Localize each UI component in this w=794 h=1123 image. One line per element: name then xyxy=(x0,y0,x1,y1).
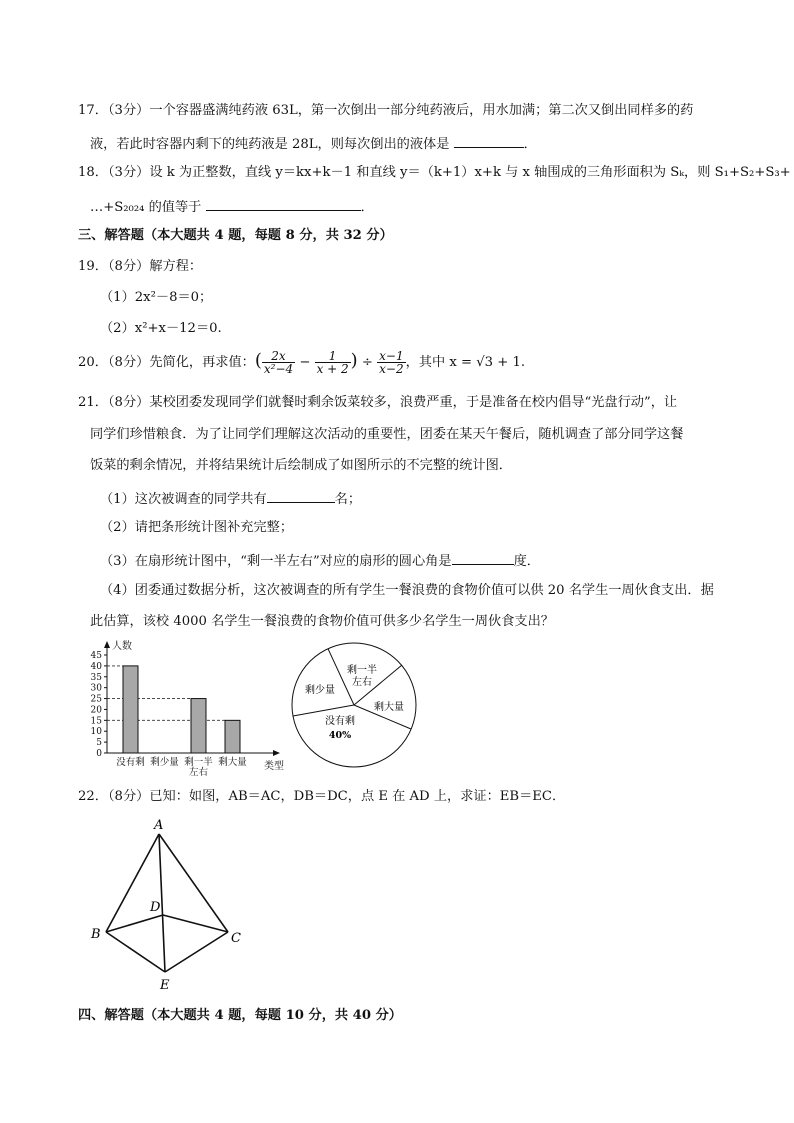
q17-points: （3分） xyxy=(107,103,150,118)
bar-y-tick-label: 0 xyxy=(96,749,102,759)
pie-chart xyxy=(284,640,424,770)
section4-heading: 四、解答题（本大题共 4 题，每题 10 分，共 40 分） xyxy=(78,1008,402,1023)
q18-line2 xyxy=(90,196,374,217)
bar-没有剩 xyxy=(123,666,138,753)
bar-x-axis-arrow xyxy=(273,750,280,756)
q19-heading: 19．（8分）解方程： xyxy=(78,259,203,274)
point-label-D: D xyxy=(150,900,161,915)
q17-answer-blank[interactable] xyxy=(454,133,524,148)
segment-AB xyxy=(106,834,159,932)
q18-end: ． xyxy=(360,200,374,215)
q21-sub3-text: （3）在扇形统计图中，“剩一半左右”对应的扇形的圆心角是 xyxy=(100,554,452,569)
q21-sub3 xyxy=(100,550,540,571)
q21-sub1-text: （1）这次被调查的同学共有 xyxy=(100,492,267,507)
q18-number: 18． xyxy=(78,165,108,180)
bar-chart-ylabel: 人数 xyxy=(112,641,132,652)
q17-number: 17． xyxy=(78,103,108,118)
q20-fraction3: $\frac{x-1}{x-2}$ xyxy=(379,349,404,376)
q18-text2: …+S₂₀₂₄ 的值等于 xyxy=(90,200,202,215)
q20-line: 20．（8分）先简化，再求值：( $\frac{2x}{\text{x²−4}}$ − $\frac{1}{x + 2}$ ) ÷ $\frac{x-1}{x-2}$ ，其中 x = √3 + 1. xyxy=(78,349,526,376)
pie-label-none-percent: 40% xyxy=(328,730,352,741)
bar-y-tick-label: 30 xyxy=(90,683,102,694)
pie-label-half-line1: 剩一半 xyxy=(347,665,377,676)
bar-chart-xlabel: 类型 xyxy=(264,761,284,772)
segment-EB xyxy=(106,932,165,972)
bar-category-label: 剩少量 xyxy=(150,757,179,768)
bar-chart xyxy=(80,637,290,777)
q21-line2: 同学们珍惜粮食．为了让同学们理解这次活动的重要性，团委在某天午餐后，随机调查了部分同学这餐 xyxy=(90,427,684,442)
q17-line1 xyxy=(78,102,693,120)
q18-answer-blank[interactable] xyxy=(206,196,361,211)
point-label-C: C xyxy=(231,931,241,946)
q21-line1: 21．（8分）某校团委发现同学们就餐时剩余饭菜较多，浪费严重，于是准备在校内倡导“光盘行动”，让 xyxy=(78,395,678,410)
q21-sub1-end: 名； xyxy=(334,492,362,507)
pie-label-little: 剩少量 xyxy=(305,685,335,696)
q21-sub1-blank[interactable] xyxy=(267,488,335,503)
q20-fraction1: $\frac{2x}{\text{x²−4}}$ xyxy=(263,349,294,376)
pie-label-none: 没有剩 xyxy=(325,716,355,727)
bar-category-label: 剩大量 xyxy=(218,757,247,768)
segment-EC xyxy=(165,932,228,972)
bar-y-tick-label: 15 xyxy=(90,716,102,727)
q20-heading: 20．（8分）先简化，再求值： xyxy=(78,355,255,370)
bar-chart-bars xyxy=(123,666,240,753)
bar-category-label: 剩一半 xyxy=(184,757,213,768)
bar-y-tick-label: 20 xyxy=(90,705,102,716)
q17-line2 xyxy=(90,133,537,154)
bar-y-tick-label: 40 xyxy=(90,661,102,672)
bar-y-tick-label: 25 xyxy=(90,694,102,705)
pie-label-much: 剩大量 xyxy=(374,702,404,713)
q21-sub4-line1: （4）团委通过数据分析，这次被调查的所有学生一餐浪费的食物价值可以供 20 名学生一周伙食支出．据 xyxy=(100,583,714,598)
bar-category-label: 没有剩 xyxy=(116,757,145,768)
point-label-B: B xyxy=(91,927,101,942)
bar-y-axis-arrow xyxy=(104,641,110,648)
bar-y-tick-label: 10 xyxy=(90,727,102,738)
pie-label-half-line2: 左右 xyxy=(352,677,372,688)
bar-剩大量 xyxy=(225,720,240,753)
q20-fraction2: $\frac{1}{x + 2}$ xyxy=(316,349,349,376)
q22-text: 22．（8分）已知：如图，AB＝AC，DB＝DC，点 E 在 AD 上，求证：EB＝EC． xyxy=(78,789,566,804)
q19-part2: （2）x²+x－12＝0. xyxy=(100,321,222,336)
bar-chart-ticks xyxy=(91,651,107,759)
q21-sub1 xyxy=(100,488,361,509)
bar-category-sublabel: 左右 xyxy=(188,767,209,777)
bar-y-tick-label: 35 xyxy=(90,672,102,683)
q21-sub3-blank[interactable] xyxy=(452,550,514,565)
section3-heading: 三、解答题（本大题共 4 题，每题 8 分，共 32 分） xyxy=(78,228,393,243)
q18-line1 xyxy=(78,164,791,182)
triangle-figure xyxy=(88,814,258,1004)
q21-sub2: （2）请把条形统计图补充完整； xyxy=(100,520,294,535)
bar-剩一半左右 xyxy=(191,699,206,753)
bar-y-tick-label: 45 xyxy=(90,651,102,661)
q21-sub4-line2: 此估算，该校 4000 名学生一餐浪费的食物价值可供多少名学生一周伙食支出？ xyxy=(90,614,554,629)
q20-condition: ，其中 x = √3 + 1. xyxy=(405,355,526,370)
bar-chart-category-labels xyxy=(116,756,247,777)
q21-line3: 饭菜的剩余情况，并将结果统计后绘制成了如图所示的不完整的统计图． xyxy=(90,458,512,473)
point-label-A: A xyxy=(154,818,164,833)
q18-text1: 设 k 为正整数，直线 y＝kx+k－1 和直线 y＝（k+1）x+k 与 x 轴围成的三角形面积为 Sₖ，则 S₁+S₂+S₃+ xyxy=(149,165,791,180)
q21-sub3-end: 度． xyxy=(513,554,540,569)
q18-points: （3分） xyxy=(107,165,150,180)
bar-y-tick-label: 5 xyxy=(96,738,102,749)
q19-part1: （1）2x²－8＝0； xyxy=(100,290,213,305)
q17-end: ． xyxy=(523,137,537,152)
q17-text1: 一个容器盛满纯药液 63L，第一次倒出一部分纯药液后，用水加满；第二次又倒出同样多的药 xyxy=(149,103,694,118)
point-label-E: E xyxy=(160,978,170,993)
q17-text2: 液，若此时容器内剩下的纯药液是 28L，则每次倒出的液体是 xyxy=(90,137,450,152)
